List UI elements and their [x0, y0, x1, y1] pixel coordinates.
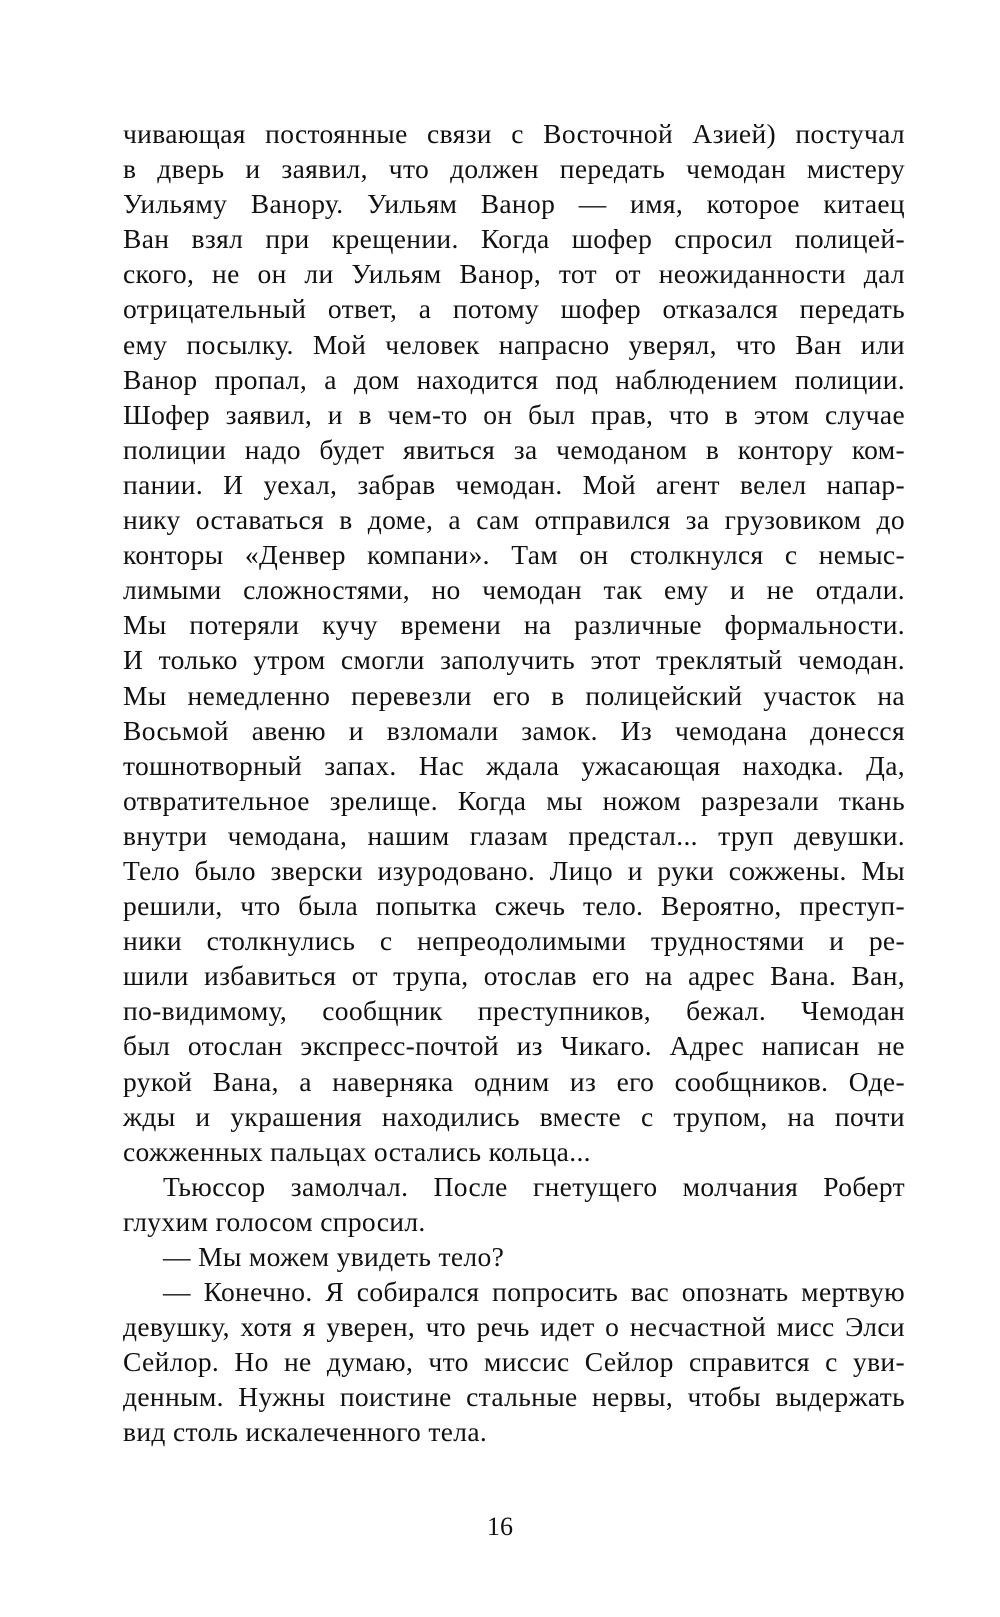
text-line: вид столь искалеченного тела.: [123, 1416, 488, 1448]
page-number: 16: [487, 1512, 513, 1541]
body-text: [123, 116, 905, 1450]
text-line: шили избавиться от трупа, отослав его на адрес Вана. Ван,: [123, 960, 905, 992]
text-line: отвратительное зрелище. Когда мы ножом разрезали ткань: [123, 784, 905, 816]
dialogue-line: — Мы можем увидеть тело?: [163, 1241, 505, 1272]
text-line: И только утром смогли заполучить этот треклятый чемодан.: [123, 644, 905, 676]
text-line: пании. И уехал, забрав чемодан. Мой агент велел напар-: [123, 468, 905, 500]
text-line: рукой Вана, а наверняка одним из его сообщников. Оде-: [123, 1065, 905, 1097]
text-line: девушку, хотя я уверен, что речь идет о несчастной мисс Элси: [123, 1311, 905, 1343]
text-line: конторы «Денвер компани». Там он столкнулся с немыс-: [123, 539, 905, 571]
text-line: ему посылку. Мой человек напрасно уверял, что Ван или: [123, 328, 905, 360]
text-line: Уильяму Ванору. Уильям Ванор — имя, которое китаец: [123, 188, 905, 220]
text-line: внутри чемодана, нашим глазам предстал... труп девушки.: [123, 819, 905, 851]
text-line: в дверь и заявил, что должен передать чемодан мистеру: [123, 153, 905, 185]
text-line: Восьмой авеню и взломали замок. Из чемодана донесся: [123, 714, 905, 746]
text-line: ники столкнулись с непреодолимыми трудностями и ре-: [123, 925, 905, 957]
text-line: чивающая постоянные связи с Восточной Азией) постучал: [123, 118, 905, 149]
text-line: Тьюссор замолчал. После гнетущего молчания Роберт: [163, 1170, 905, 1202]
text-line: по-видимому, сообщник преступников, бежал. Чемодан: [123, 995, 905, 1027]
text-line: ского, не он ли Уильям Ванор, тот от неожиданности дал: [123, 258, 905, 290]
text-line: тошнотворный запах. Нас ждала ужасающая находка. Да,: [123, 749, 905, 781]
text-line: Ванор пропал, а дом находится под наблюдением полиции.: [123, 363, 905, 395]
dialogue-line: — Конечно. Я собирался попросить вас опознать мертвую: [163, 1276, 905, 1308]
text-line: полиции надо будет явиться за чемоданом в контору ком-: [123, 433, 905, 465]
text-line: Тело было зверски изуродовано. Лицо и руки сожжены. Мы: [123, 854, 905, 886]
text-line: Мы потеряли кучу времени на различные формальности.: [123, 609, 905, 641]
text-line: Шофер заявил, и в чем-то он был прав, что в этом случае: [123, 398, 905, 430]
text-line: решили, что была попытка сжечь тело. Вероятно, преступ-: [123, 890, 905, 922]
text-line: сожженных пальцах остались кольца...: [123, 1135, 591, 1167]
text-line: Сейлор. Но не думаю, что миссис Сейлор справится с уви-: [123, 1346, 905, 1378]
text-line: лимыми сложностями, но чемодан так ему и не отдали.: [123, 574, 905, 606]
text-line: отрицательный ответ, а потому шофер отказался передать: [123, 293, 905, 325]
text-line: денным. Нужны поистине стальные нервы, чтобы выдержать: [123, 1381, 905, 1413]
text-line: был отослан экспресс-почтой из Чикаго. Адрес написан не: [123, 1030, 905, 1062]
text-line: глухим голосом спросил.: [123, 1205, 426, 1237]
text-line: нику оставаться в доме, а сам отправился за грузовиком до: [123, 504, 905, 536]
text-line: жды и украшения находились вместе с трупом, на почти: [123, 1100, 905, 1132]
text-line: Мы немедленно перевезли его в полицейский участок на: [123, 679, 905, 711]
text-line: Ван взял при крещении. Когда шофер спросил полицей-: [123, 223, 905, 255]
